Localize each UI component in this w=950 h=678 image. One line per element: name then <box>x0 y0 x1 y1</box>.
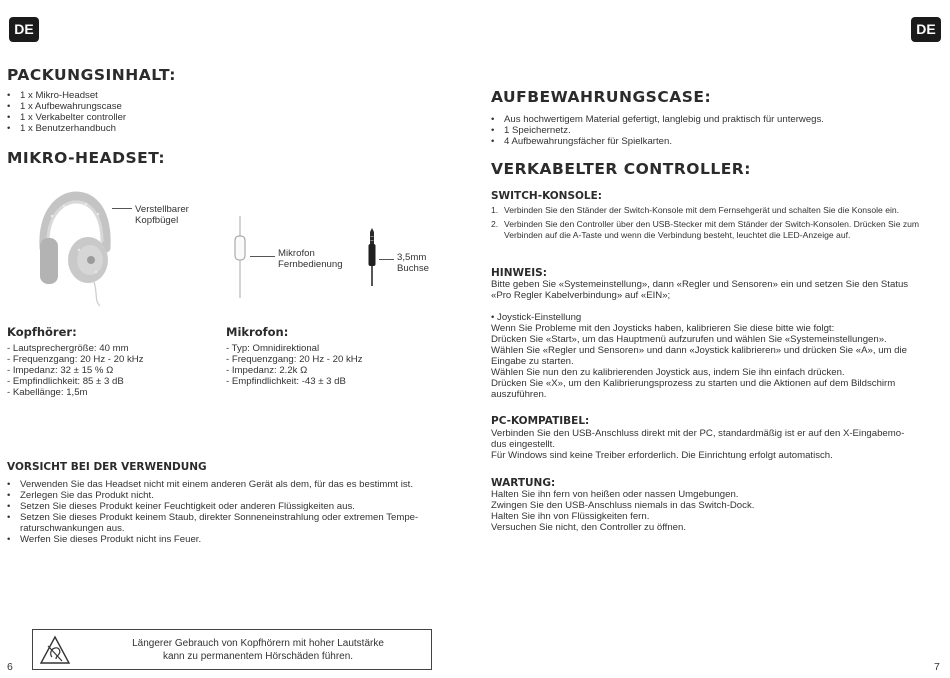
hearing-warning-text: Längerer Gebrauch von Kopfhörern mit hoher Lautstärke kann zu permanentem Hörschäden führen. <box>132 638 384 662</box>
spec-line: - Frequenzgang: 20 Hz - 20 kHz <box>226 354 363 365</box>
spec-line: - Lautsprechergröße: 40 mm <box>7 343 129 354</box>
list-item: • 1 x Mikro-Headset <box>7 90 126 101</box>
list-item: • Werfen Sie dieses Produkt nicht ins Feuer. <box>7 534 418 545</box>
aufbewahrungscase-title: AUFBEWAHRUNGSCASE: <box>491 88 712 106</box>
list-item: • 1 x Benutzerhandbuch <box>7 123 126 134</box>
wartung-text: Halten Sie ihn fern von heißen oder nassen Umgebungen. Zwingen Sie den USB-Anschluss niemals in das Switch-Dock. Halten Sie ihn von Flüssigkeiten fern. Versuchen Sie nicht, den Controller zu öffnen. <box>491 489 755 533</box>
mikrofon-specs <box>226 343 363 387</box>
label-headband: Verstellbarer Kopfbügel <box>135 204 189 226</box>
audio-jack-illustration <box>364 228 380 286</box>
spec-line: - Impedanz: 2.2k Ω <box>226 365 308 376</box>
hearing-warning-icon <box>39 635 71 665</box>
list-item-continuation: raturschwankungen aus. <box>20 523 125 534</box>
packungsinhalt-list <box>7 90 126 134</box>
kopfhoerer-title: Kopfhörer: <box>7 325 77 339</box>
hinweis-title: HINWEIS: <box>491 267 547 279</box>
aufbewahrungscase-list <box>491 114 824 147</box>
pc-kompatibel-text: Verbinden Sie den USB-Anschluss direkt mit der PC, standardmäßig ist er auf den X-Eingabemo- dus eingestellt. Für Windows sind keine Treiber erforderlich. Die Einrichtung erfolgt automatisch. <box>491 428 905 461</box>
switch-konsole-steps <box>491 205 938 244</box>
list-item: 2. Verbinden Sie den Controller über den USB-Stecker mit dem Ständer der Switch-Konsolen. Drücken Sie zum Verbinden auf die A-Taste und wenn die Verbindung besteht, leuchtet die LED-Anzeige auf. <box>491 219 920 240</box>
callout-line-mic <box>250 256 275 257</box>
packungsinhalt-title: PACKUNGSINHALT: <box>7 66 176 84</box>
wartung-title: WARTUNG: <box>491 477 556 489</box>
spec-line: - Frequenzgang: 20 Hz - 20 kHz <box>7 354 144 365</box>
vorsicht-list <box>7 479 418 545</box>
list-item: • Aus hochwertigem Material gefertigt, langlebig und praktisch für unterwegs. <box>491 114 824 125</box>
list-item: • 1 Speichernetz. <box>491 125 824 136</box>
spec-line: - Empfindlichkeit: 85 ± 3 dB <box>7 376 124 387</box>
switch-konsole-title: SWITCH-KONSOLE: <box>491 190 602 202</box>
pc-kompatibel-title: PC-KOMPATIBEL: <box>491 415 590 427</box>
spec-line: - Impedanz: 32 ± 15 % Ω <box>7 365 114 376</box>
spec-line: - Typ: Omnidirektional <box>226 343 320 354</box>
list-item: 1. Verbinden Sie den Ständer der Switch-Konsole mit dem Fernsehgerät und schalten Sie die Konsole ein. <box>491 205 900 215</box>
hearing-warning-box <box>32 629 432 670</box>
language-badge-left: DE <box>9 17 39 42</box>
spec-line: - Kabellänge: 1,5m <box>7 387 88 398</box>
verkabelter-controller-title: VERKABELTER CONTROLLER: <box>491 160 751 178</box>
page-number-right: 7 <box>934 661 940 673</box>
mikrofon-title: Mikrofon: <box>226 325 289 339</box>
headset-illustration <box>34 190 114 308</box>
vorsicht-title: VORSICHT BEI DER VERWENDUNG <box>7 461 207 473</box>
kopfhoerer-specs <box>7 343 144 398</box>
list-item: • 4 Aufbewahrungsfächer für Spielkarten. <box>491 136 824 147</box>
label-jack: 3,5mm Buchse <box>397 252 429 274</box>
list-item: • Setzen Sie dieses Produkt keinem Staub, direkter Sonneneinstrahlung oder extremen Tempe- <box>7 512 418 523</box>
mikro-headset-title: MIKRO-HEADSET: <box>7 149 166 167</box>
list-item: • 1 x Aufbewahrungscase <box>7 101 126 112</box>
list-item: • Setzen Sie dieses Produkt keiner Feuchtigkeit oder anderen Flüssigkeiten aus. <box>7 501 418 512</box>
page-number-left: 6 <box>7 661 13 673</box>
list-item: • Zerlegen Sie das Produkt nicht. <box>7 490 418 501</box>
list-item: • Verwenden Sie das Headset nicht mit einem anderen Gerät als dem, für das es bestimmt ist. <box>7 479 418 490</box>
mic-remote-illustration <box>228 216 252 298</box>
callout-line-headband <box>112 208 132 209</box>
language-badge-right: DE <box>911 17 941 42</box>
callout-line-jack <box>379 259 394 260</box>
hinweis-text: Bitte geben Sie «Systemeinstellung», dann «Regler und Sensoren» ein und setzen Sie den Status «Pro Regler Kabelverbindung» auf «EIN»; • Joystick-Einstellung Wenn Sie Probleme mit den Joysticks haben, kalibrieren Sie diese bitte wie folgt: Drücken Sie «Start», um das Hauptmenü aufzurufen und wählen Sie «Systemeinstellungen». Wählen Sie «Regler und Sensoren» und dann «Joystick kalibrieren» und drücken Sie «A», um die Eingabe zu starten. Wählen Sie nun den zu kalibrierenden Joystick aus, indem Sie ihn einfach drücken. Drücken Sie «X», um den Kalibrierungsprozess zu starten und die Aktionen auf dem Bildschirm auszuführen. <box>491 279 909 400</box>
spec-line: - Empfindlichkeit: -43 ± 3 dB <box>226 376 346 387</box>
label-mic-remote: Mikrofon Fernbedienung <box>278 248 343 270</box>
list-item: • 1 x Verkabelter controller <box>7 112 126 123</box>
